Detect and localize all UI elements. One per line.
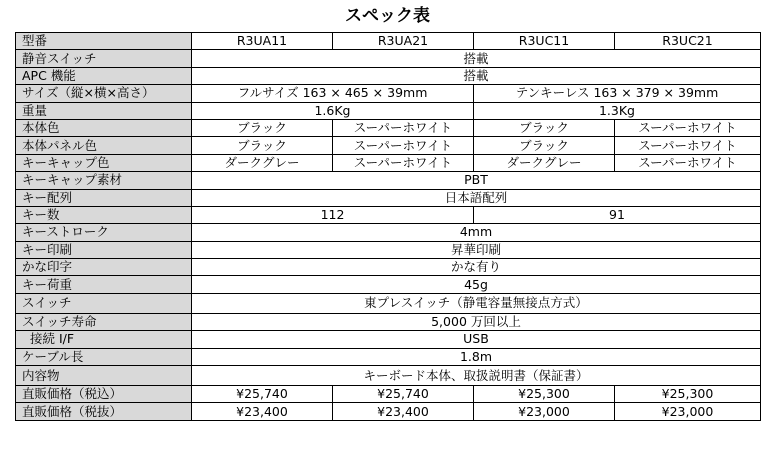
spec-row-key-stroke — [16, 224, 761, 241]
spec-label: 本体色 — [16, 119, 192, 136]
spec-row-apc — [16, 67, 761, 84]
spec-label: キー荷重 — [16, 276, 192, 293]
spec-cell: 日本語配列 — [192, 189, 761, 206]
spec-cell: 東プレスイッチ（静電容量無接点方式） — [192, 293, 761, 313]
spec-cell: R3UA21 — [333, 33, 474, 50]
spec-label: かな印字 — [16, 259, 192, 276]
spec-cell: ブラック — [474, 119, 615, 136]
spec-label: 内容物 — [16, 366, 192, 386]
spec-row-keycap-material — [16, 172, 761, 189]
spec-cell: R3UC11 — [474, 33, 615, 50]
spec-cell: 91 — [474, 206, 761, 223]
spec-label: キーキャップ色 — [16, 154, 192, 171]
spec-label: 静音スイッチ — [16, 50, 192, 67]
spec-cell: 1.6Kg — [192, 102, 474, 119]
spec-cell: 45g — [192, 276, 761, 293]
spec-cell: R3UA11 — [192, 33, 333, 50]
spec-row-price-excl-tax — [16, 403, 761, 420]
spec-cell: ブラック — [192, 137, 333, 154]
spec-cell: ¥23,400 — [192, 403, 333, 420]
spec-cell: R3UC21 — [615, 33, 761, 50]
spec-row-contents — [16, 366, 761, 386]
spec-row-switch-life — [16, 313, 761, 330]
spec-label: 接続 I/F — [16, 331, 192, 348]
spec-cell: スーパーホワイト — [615, 154, 761, 171]
spec-label: ケーブル長 — [16, 348, 192, 365]
spec-row-panel-color — [16, 137, 761, 154]
spec-cell: フルサイズ 163 × 465 × 39mm — [192, 85, 474, 102]
spec-label: 直販価格（税込） — [16, 386, 192, 403]
spec-cell: 4mm — [192, 224, 761, 241]
spec-cell: ブラック — [192, 119, 333, 136]
spec-cell: スーパーホワイト — [615, 119, 761, 136]
spec-cell: かな有り — [192, 259, 761, 276]
spec-label: スイッチ寿命 — [16, 313, 192, 330]
spec-row-weight — [16, 102, 761, 119]
spec-row-price-incl-tax — [16, 386, 761, 403]
spec-cell: 搭載 — [192, 50, 761, 67]
spec-row-interface — [16, 331, 761, 348]
spec-row-kana — [16, 259, 761, 276]
spec-label: キー印刷 — [16, 241, 192, 258]
spec-cell: テンキーレス 163 × 379 × 39mm — [474, 85, 761, 102]
spec-cell: ブラック — [474, 137, 615, 154]
spec-cell: ¥23,400 — [333, 403, 474, 420]
spec-row-layout — [16, 189, 761, 206]
spec-row-key-count — [16, 206, 761, 223]
spec-label: サイズ（縦×横×高さ） — [16, 85, 192, 102]
spec-cell: USB — [192, 331, 761, 348]
spec-row-cable — [16, 348, 761, 365]
spec-cell: ¥25,740 — [333, 386, 474, 403]
spec-label: スイッチ — [16, 293, 192, 313]
spec-row-switch — [16, 293, 761, 313]
page-title: スペック表 — [345, 6, 430, 26]
spec-row-model — [16, 33, 761, 50]
spec-label: APC 機能 — [16, 67, 192, 84]
spec-row-key-load — [16, 276, 761, 293]
spec-label: キー配列 — [16, 189, 192, 206]
spec-label: キー数 — [16, 206, 192, 223]
spec-label: 本体パネル色 — [16, 137, 192, 154]
spec-cell: 搭載 — [192, 67, 761, 84]
spec-row-key-printing — [16, 241, 761, 258]
spec-table — [15, 32, 761, 421]
spec-cell: 1.8m — [192, 348, 761, 365]
spec-cell: PBT — [192, 172, 761, 189]
spec-cell: 5,000 万回以上 — [192, 313, 761, 330]
spec-row-body-color — [16, 119, 761, 136]
spec-cell: スーパーホワイト — [333, 119, 474, 136]
spec-cell: ダークグレー — [474, 154, 615, 171]
spec-label: 重量 — [16, 102, 192, 119]
spec-cell: キーボード本体、取扱説明書（保証書） — [192, 366, 761, 386]
spec-cell: 昇華印刷 — [192, 241, 761, 258]
spec-row-silent-switch — [16, 50, 761, 67]
spec-cell: ¥25,300 — [615, 386, 761, 403]
spec-cell: ¥23,000 — [474, 403, 615, 420]
spec-cell: スーパーホワイト — [333, 137, 474, 154]
spec-row-keycap-color — [16, 154, 761, 171]
spec-cell: スーパーホワイト — [333, 154, 474, 171]
spec-cell: 1.3Kg — [474, 102, 761, 119]
spec-label: 直販価格（税抜） — [16, 403, 192, 420]
spec-row-size — [16, 85, 761, 102]
spec-cell: ダークグレー — [192, 154, 333, 171]
spec-label: 型番 — [16, 33, 192, 50]
spec-cell: ¥23,000 — [615, 403, 761, 420]
spec-cell: スーパーホワイト — [615, 137, 761, 154]
spec-label: キーストローク — [16, 224, 192, 241]
spec-cell: 112 — [192, 206, 474, 223]
spec-cell: ¥25,740 — [192, 386, 333, 403]
spec-label: キーキャップ素材 — [16, 172, 192, 189]
spec-cell: ¥25,300 — [474, 386, 615, 403]
